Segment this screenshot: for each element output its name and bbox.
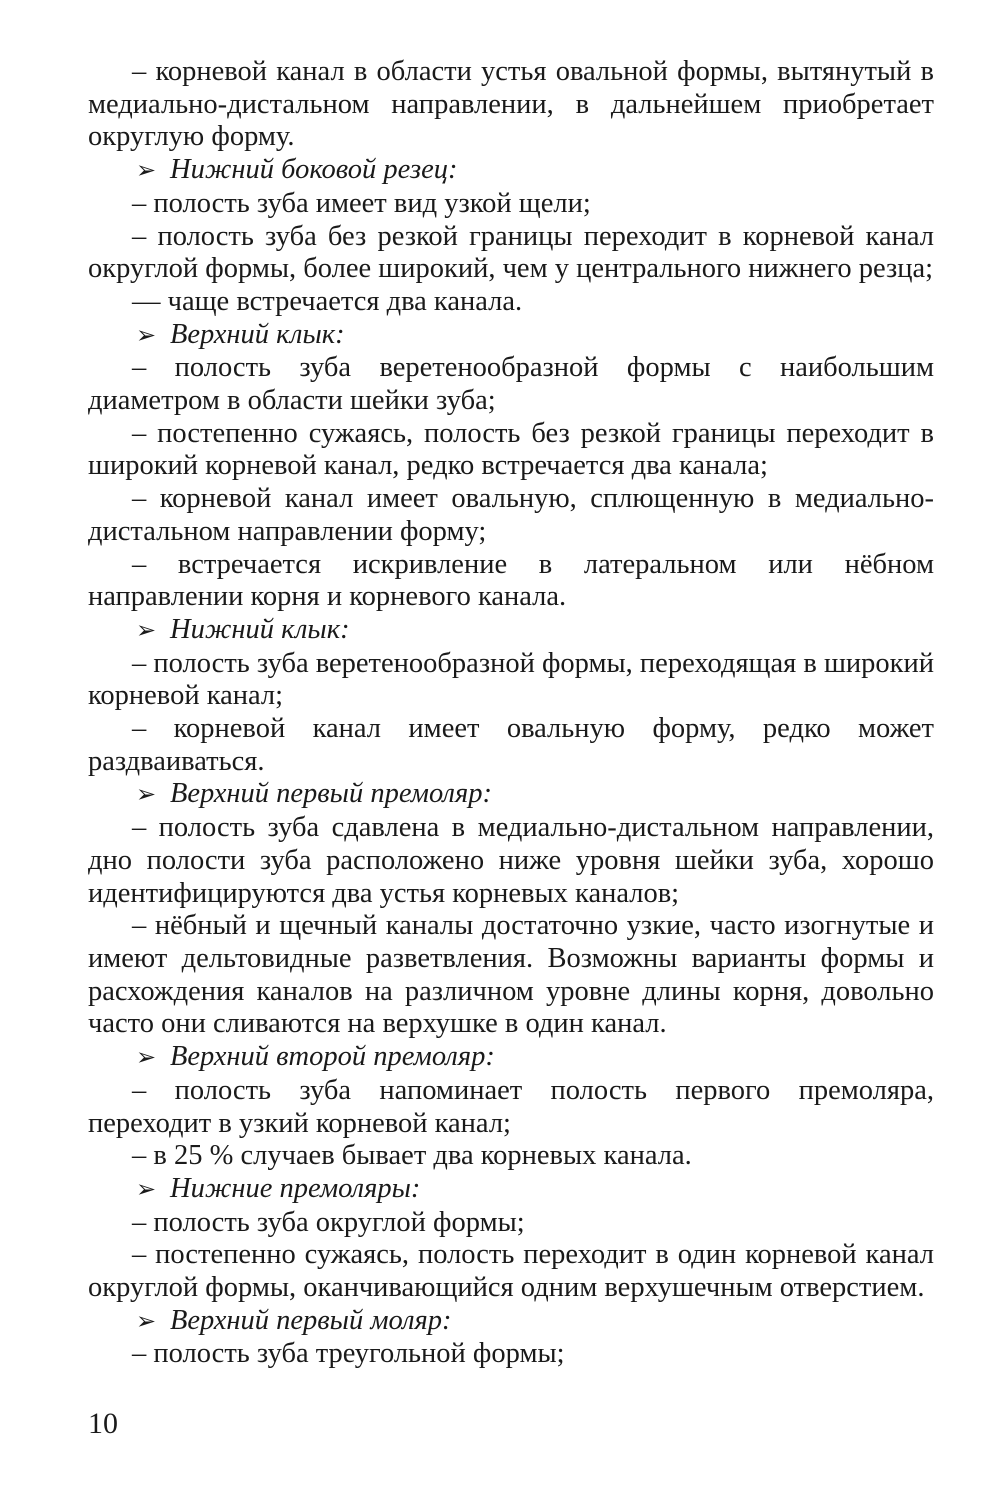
arrow-bullet-icon: ➢ (136, 1308, 157, 1335)
heading-text: Верхний первый моляр: (170, 1304, 452, 1336)
section-heading (88, 319, 934, 353)
heading-text: Нижний боковой резец: (170, 154, 458, 186)
paragraph: – полость зуба веретенообразной формы с наибольшим диаметром в области шейки зуба; (88, 352, 934, 417)
page-number: 10 (88, 1407, 118, 1440)
paragraph: – в 25 % случаев бывает два корневых канала. (132, 1140, 692, 1172)
paragraph: – полость зуба без резкой границы переходит в корневой канал округлой формы, более широкий, чем у центрального нижнего резца; (88, 220, 934, 285)
arrow-bullet-icon: ➢ (136, 617, 157, 644)
paragraph: – встречается искривление в латеральном или нёбном направлении корня и корневого канала. (88, 548, 934, 613)
heading-text: Нижние премоляры: (170, 1172, 421, 1204)
paragraph: – нёбный и щечный каналы достаточно узкие, часто изогнутые и имеют дельтовидные разветвления. Возможны варианты формы и расхождения каналов на различном уровне длины корня, довольно часто они сливаются на верхушке в один канал. (88, 910, 934, 1040)
paragraph: – полость зуба веретенообразной формы, переходящая в широкий корневой канал; (88, 647, 935, 712)
heading-text: Верхний первый премоляр: (170, 778, 492, 810)
section-heading (88, 154, 934, 188)
paragraph: – корневой канал в области устья овальной формы, вытянутый в медиально-дистальном направлении, в дальнейшем приобретает округлую форму. (88, 56, 934, 153)
section-heading (88, 1041, 934, 1075)
paragraph: – постепенно сужаясь, полость без резкой границы переходит в широкий корневой канал, редко встречается два канала; (88, 417, 934, 482)
heading-text: Нижний клык: (170, 613, 350, 645)
paragraph: – полость зуба напоминает полость первого премоляра, переходит в узкий корневой канал; (88, 1074, 934, 1139)
section-heading (88, 614, 934, 648)
section-heading (88, 1305, 934, 1339)
paragraph: – постепенно сужаясь, полость переходит в один корневой канал округлой формы, оканчивающийся одним верхушечным отверстием. (88, 1239, 934, 1304)
section-heading (88, 1173, 934, 1207)
paragraph: – полость зуба округлой формы; (132, 1206, 525, 1238)
arrow-bullet-icon: ➢ (136, 782, 157, 809)
paragraph: — чаще встречается два канала. (132, 285, 523, 317)
paragraph: – корневой канал имеет овальную, сплющенную в медиально-дистальном направлении форму; (88, 483, 934, 547)
page-text (88, 56, 934, 1371)
heading-text: Верхний клык: (170, 318, 345, 350)
section-heading (88, 778, 934, 812)
heading-text: Верхний второй премоляр: (170, 1041, 495, 1073)
paragraph: – полость зуба сдавлена в медиально-дистальном направлении, дно полости зуба расположено ниже уровня шейки зуба, хорошо идентифицируются два устья корневых каналов; (88, 812, 934, 909)
arrow-bullet-icon: ➢ (136, 158, 157, 185)
paragraph: – полость зуба треугольной формы; (132, 1338, 565, 1370)
paragraph: – полость зуба имеет вид узкой щели; (132, 187, 591, 219)
arrow-bullet-icon: ➢ (136, 1045, 157, 1072)
arrow-bullet-icon: ➢ (136, 1176, 157, 1203)
arrow-bullet-icon: ➢ (136, 322, 157, 349)
paragraph: – корневой канал имеет овальную форму, редко может раздваиваться. (88, 713, 934, 777)
